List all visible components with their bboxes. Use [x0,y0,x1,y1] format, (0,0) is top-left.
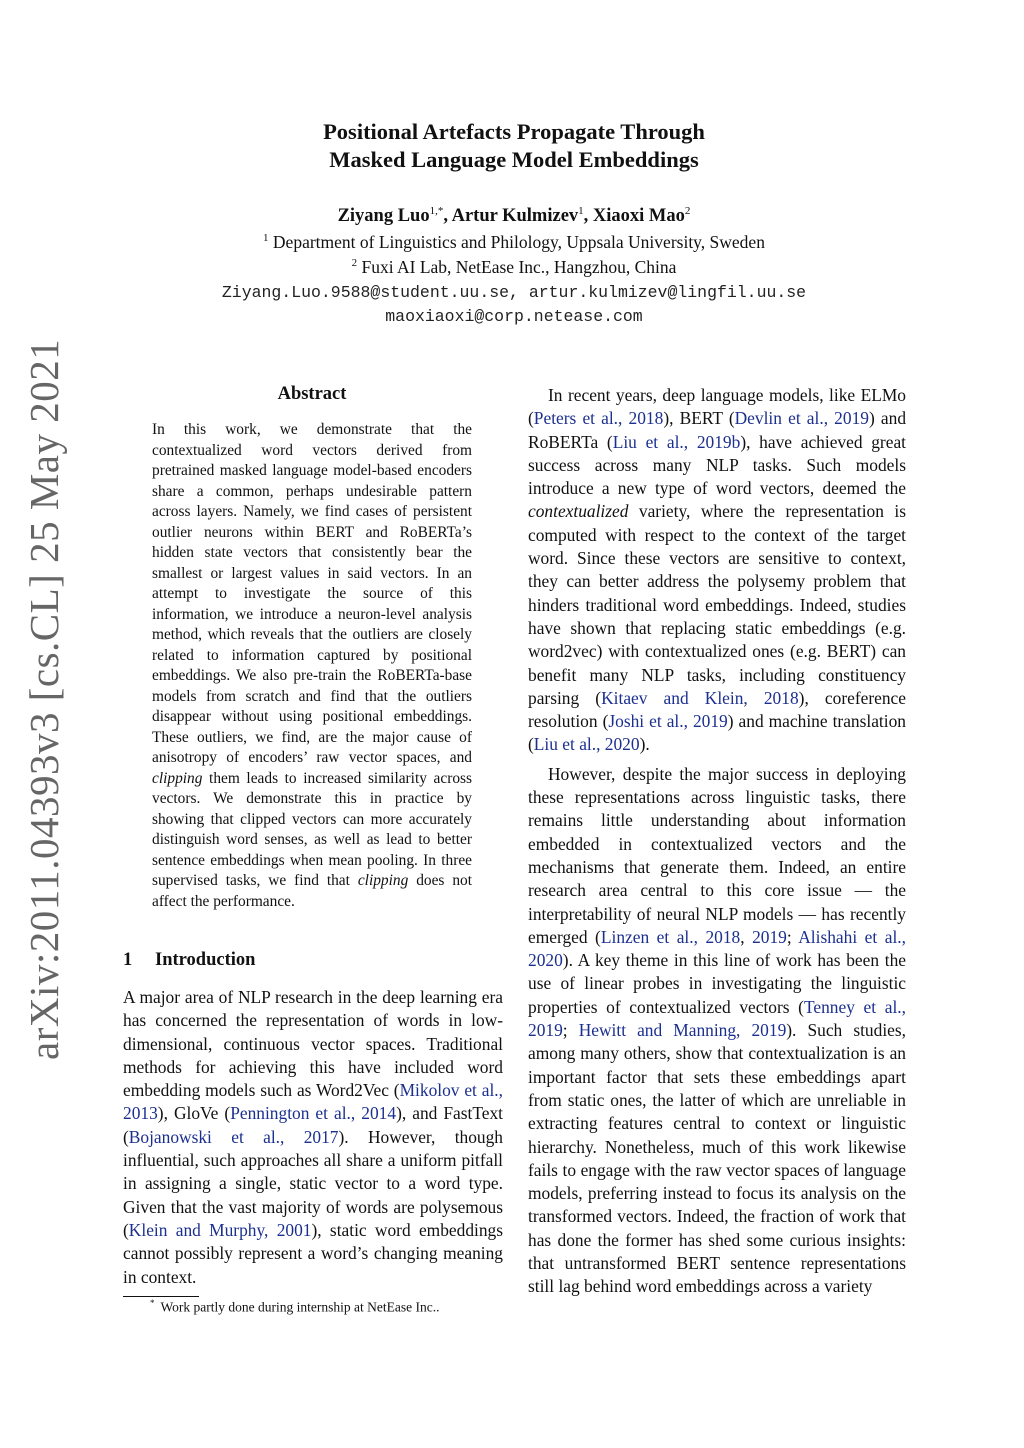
abstract-text: does not affect the performance. [152,872,472,910]
author-list: Ziyang Luo$^{1,*}$, Artur Kulmizev$^1$, Xiaoxi Mao$^2$ [337,205,691,227]
abstract-text: In this work, we demonstrate that the contextualized word vectors derived from pretrained masked language model-based encoders share a common, perhaps undesirable pattern across layers. Namely, we find cases of persistent outlier neurons within BERT and RoBERTa’s hidden state vectors that consistently bear the smallest or largest values in said vectors. In an attempt to investigate the source of this information, we introduce a neuron-level analysis method, which reveals that the outliers are closely related to information captured by positional embeddings. We also pre-train the RoBERTa-base models from scratch and find that the outliers disappear without using positional embeddings. These outliers, we find, are the major cause of anisotropy of encoders’ raw vector spaces, and [152,421,472,766]
section-number: 1 [123,950,133,970]
citation-link[interactable]: Hewitt and Manning, 2019 [578,1020,787,1041]
citation-link[interactable]: Klein and Murphy, 2001 [128,1219,312,1240]
body-text: ), have achieved great success across many NLP tasks. Such models introduce a new type of word vectors, deemed the [528,431,906,499]
emphasis: contextualized [528,501,629,522]
intro-paragraph [123,986,503,1289]
author-name: Artur Kulmizev [451,206,579,227]
affiliation-mark: 2 [351,257,358,270]
body-text: ). [639,734,650,755]
footnote-rule [123,1296,199,1297]
citation-link[interactable]: Alishahi et al., 2020 [528,926,906,971]
body-text: , [740,926,753,947]
affiliation-text: Department of Linguistics and Philology, Uppsala University, Sweden [272,232,765,252]
citation-link[interactable]: Devlin et al., 2019 [734,408,869,429]
body-text: ). A key theme in this line of work has been the use of linear probes in investigating the linguistic properties of contextualized vectors ( [528,950,906,1017]
email-line-2[interactable]: maoxiaoxi@corp.netease.com [385,307,643,326]
affiliation-text: Fuxi AI Lab, NetEase Inc., Hangzhou, China [361,257,677,277]
body-text: ), and FastText ( [123,1103,503,1147]
body-text: ) and machine translation ( [528,711,906,755]
body-text: ) and RoBERTa ( [528,408,907,452]
footnote-mark: * [150,1298,155,1308]
paragraph [528,384,906,757]
body-text: ), GloVe ( [157,1103,231,1124]
email-line-1[interactable]: Ziyang.Luo.9588@student.uu.se, artur.kulmizev@lingfil.uu.se [221,283,807,302]
body-text: ), coreference resolution ( [528,687,906,732]
abstract-emphasis: clipping [357,872,409,889]
author-mark: 1,* [429,205,444,217]
citation-link[interactable]: Kitaev and Klein, 2018 [601,687,799,708]
body-text: In recent years, deep language models, like ELMo ( [528,385,906,429]
author-mark: 1 [578,205,584,217]
section-heading-introduction [123,950,255,971]
body-text: ), BERT ( [663,408,735,429]
paper-title [200,118,828,174]
footnote [150,1298,439,1316]
citation-link[interactable]: Peters et al., 2018 [533,408,664,429]
citation-link[interactable]: Bojanowski et al., 2017 [128,1126,339,1147]
footnote-text: Work partly done during internship at NetEase Inc.. [160,1299,440,1315]
citation-link[interactable]: Pennington et al., 2014 [230,1103,397,1124]
body-text: ; [562,1020,579,1041]
paragraph [528,763,906,1299]
citation-link[interactable]: 2019 [752,926,787,947]
citation-link[interactable]: Linzen et al., 2018 [600,926,741,947]
citation-link[interactable]: Mikolov et al., 2013 [123,1080,503,1124]
author-name: Ziyang Luo [337,206,430,227]
citation-link[interactable]: Liu et al., 2020 [533,734,640,755]
body-text: ; [786,926,799,947]
body-text: However, despite the major success in deploying these representations across linguistic tasks, there remains little understanding about information embedded in contextualized vectors and the mechanisms that generate them. Indeed, an entire research area central to this core issue — the interpretability of neural NLP models — has recently emerged ( [528,763,906,947]
title-line-1: Positional Artefacts Propagate Through [323,119,705,144]
abstract-body [152,420,472,912]
author-mark: 2 [684,205,691,217]
citation-link[interactable]: Tenney et al., 2019 [528,996,906,1041]
title-line-2: Masked Language Model Embeddings [329,147,699,172]
abstract-emphasis: clipping [152,769,203,787]
body-text: ). Such studies, among many others, show that contextualization is an important factor that sets these embeddings apart from static ones, the latter of which are unreliable in extracting features central to context or linguistic hierarchy. Nonetheless, much of this work likewise fails to engage with the raw vector spaces of language models, preferring instead to focus its analysis on the transformed vectors. Indeed, the fraction of work that has done the former has shed some curious insights: that untransformed BERT sentence representations still lag behind word embeddings across a variety [528,1020,906,1297]
affiliation-mark: 1 [263,232,269,245]
body-text: variety, where the representation is computed with respect to the context of the target word. Since these vectors are sensitive to context, they can better address the polysemy problem that hinders traditional word embeddings. Indeed, studies have shown that replacing static embeddings (e.g. word2vec) with contextualized ones (e.g. BERT) can benefit many NLP tasks, including constituency parsing ( [528,501,906,708]
affiliation-1 [150,232,878,253]
section-title: Introduction [155,950,256,970]
right-column [528,384,906,1305]
citation-link[interactable]: Joshi et al., 2019 [608,711,728,732]
body-text: A major area of NLP research in the deep learning era has concerned the representation of words in low-dimensional, continuous vector spaces. Traditional methods for achieving this have included word embedding models such as Word2Vec ( [123,987,503,1101]
affiliation-2 [150,257,878,278]
abstract-heading: Abstract [277,384,347,404]
author-name: Xiaoxi Mao [592,206,685,227]
arxiv-stamp: arXiv:2011.04393v3 [cs.CL] 25 May 2021 [21,338,67,1060]
citation-link[interactable]: Liu et al., 2019b [612,431,741,452]
abstract-text: them leads to increased similarity across vectors. We demonstrate this in practice by showing that clipped vectors can more accurately distinguish word senses, as well as lead to better sentence embeddings when mean pooling. In three supervised tasks, we find that [152,769,472,889]
body-text: ), static word embeddings cannot possibly represent a word’s changing meaning in context. [123,1219,503,1287]
body-text: ). However, though influential, such approaches all share a uniform pitfall in assigning a single, static vector to a word type. Given that the vast majority of words are polysemous ( [123,1126,503,1240]
